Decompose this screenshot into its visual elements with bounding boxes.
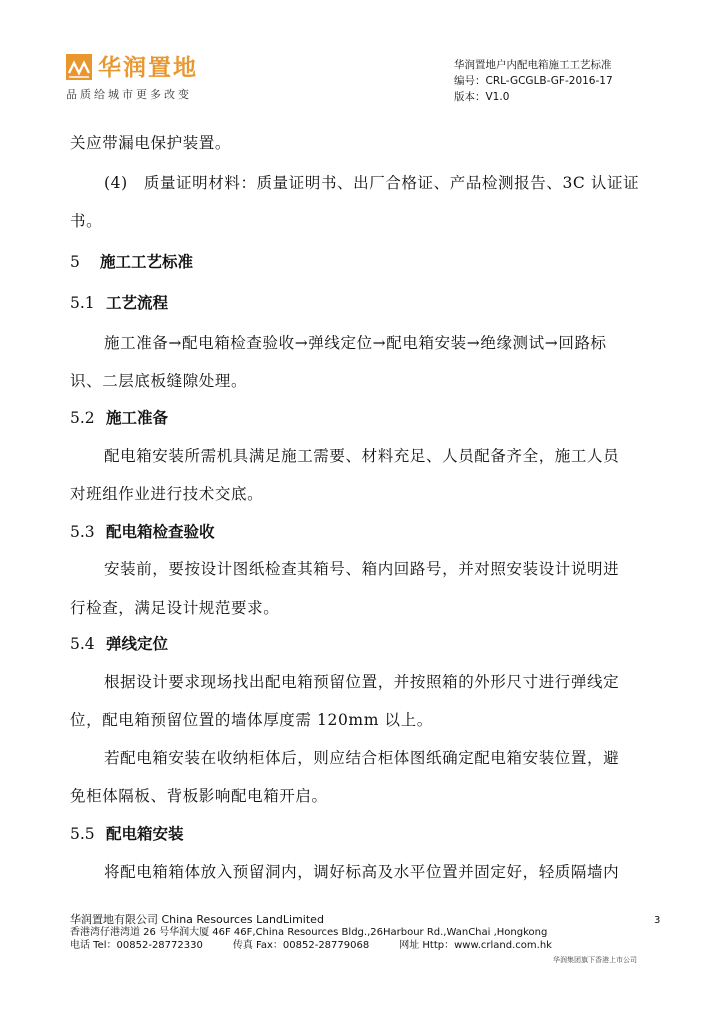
listed-note: 华润集团旗下香港上市公司 xyxy=(553,956,637,964)
paragraph-layout-cont: 位，配电箱预留位置的墙体厚度需 120mm 以上。 xyxy=(70,711,433,729)
section-title: 弹线定位 xyxy=(106,634,169,653)
section-heading-5-3 xyxy=(70,520,215,542)
logo-mark-icon xyxy=(66,54,92,80)
section-heading-5-4 xyxy=(70,632,168,654)
paragraph-preparation-cont: 对班组作业进行技术交底。 xyxy=(70,485,264,503)
paragraph-cabinet: 若配电箱安装在收纳柜体后，则应结合柜体图纸确定配电箱安装位置，避 xyxy=(104,749,620,767)
section-title: 施工工艺标准 xyxy=(100,252,194,271)
page-number: 3 xyxy=(654,915,661,926)
section-number: 5.3 xyxy=(70,523,95,541)
section-number: 5 xyxy=(70,253,80,271)
section-heading-5-1 xyxy=(70,291,168,313)
document-header-info xyxy=(454,57,613,105)
paragraph-inspection-cont: 行检查，满足设计规范要求。 xyxy=(70,599,280,617)
paragraph-preparation: 配电箱安装所需机具满足施工需要、材料充足、人员配备齐全，施工人员 xyxy=(104,447,620,465)
paragraph-inspection: 安装前，要按设计图纸检查其箱号、箱内回路号，并对照安装设计说明进 xyxy=(104,560,620,578)
section-title: 配电箱检查验收 xyxy=(106,522,215,541)
paragraph-quality-docs: (4) 质量证明材料：质量证明书、出厂合格证、产品检测报告、3C 认证证 xyxy=(104,174,640,192)
logo-slogan: 品质给城市更多改变 xyxy=(66,88,192,101)
paragraph-process-flow-cont: 识、二层底板缝隙处理。 xyxy=(70,372,248,390)
section-title: 施工准备 xyxy=(106,408,169,427)
paragraph-cabinet-cont: 免柜体隔板、背板影响配电箱开启。 xyxy=(70,787,328,805)
section-heading-5-2 xyxy=(70,406,168,428)
section-number: 5.2 xyxy=(70,409,95,427)
section-number: 5.4 xyxy=(70,635,95,653)
logo-name: 华润置地 xyxy=(98,55,198,81)
section-number: 5.1 xyxy=(70,294,95,312)
paragraph-continued: 关应带漏电保护装置。 xyxy=(70,134,232,152)
doc-version: 版本：V1.0 xyxy=(454,91,510,103)
paragraph-layout: 根据设计要求现场找出配电箱预留位置，并按照箱的外形尺寸进行弹线定 xyxy=(104,673,620,691)
page-footer xyxy=(70,913,552,952)
doc-code: 编号：CRL-GCGLB-GF-2016-17 xyxy=(454,75,613,87)
footer-company: 华润置地有限公司 China Resources LandLimited xyxy=(70,913,324,926)
paragraph-process-flow: 施工准备→配电箱检查验收→弹线定位→配电箱安装→绝缘测试→回路标 xyxy=(104,334,607,352)
section-title: 配电箱安装 xyxy=(106,824,184,843)
doc-title: 华润置地户内配电箱施工工艺标准 xyxy=(454,59,612,71)
section-title: 工艺流程 xyxy=(106,293,169,312)
paragraph-quality-docs-cont: 书。 xyxy=(70,212,103,230)
footer-contact: 电话 Tel：00852-28772330 传真 Fax：00852-28779068 网址 Http：www.crland.com.hk xyxy=(70,940,552,951)
section-heading-5-5 xyxy=(70,822,184,844)
paragraph-installation: 将配电箱箱体放入预留洞内，调好标高及水平位置并固定好，轻质隔墙内 xyxy=(104,863,620,881)
section-heading-5 xyxy=(70,250,193,272)
section-number: 5.5 xyxy=(70,825,95,843)
footer-address: 香港湾仔港湾道 26 号华润大厦 46F 46F,China Resources Bldg.,26Harbour Rd.,WanChai ,Hongkong xyxy=(70,927,548,938)
